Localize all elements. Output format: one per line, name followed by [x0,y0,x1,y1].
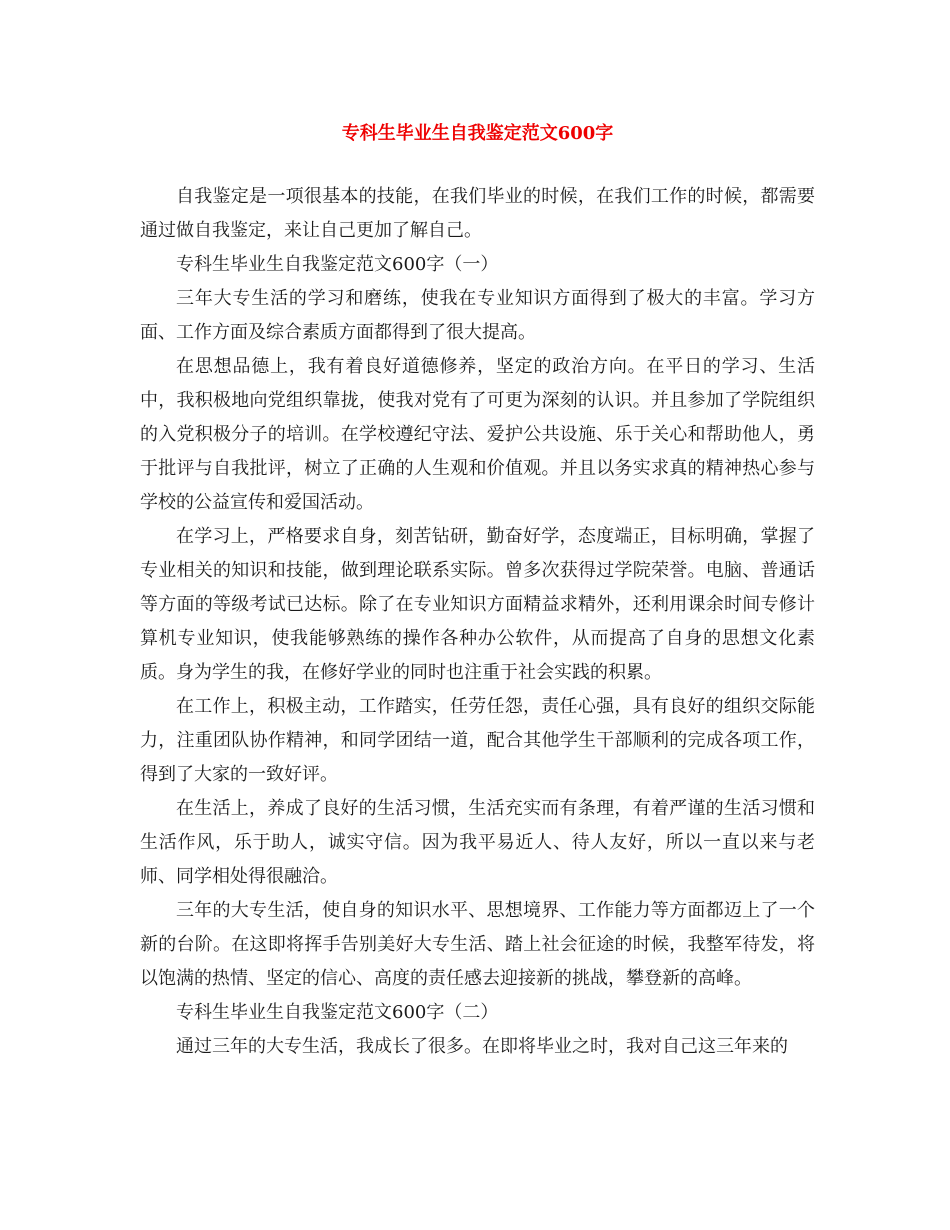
section-heading-2: 专科生毕业生自我鉴定范文600字（二） [176,1002,499,1023]
paragraph: 通过三年的大专生活，我成长了很多。在即将毕业之时，我对自己这三年来的 [176,1036,788,1057]
document-page [140,0,815,1230]
document-title: 专科生毕业生自我鉴定范文600字 [341,123,614,144]
paragraph: 三年大专生活的学习和磨练，使我在专业知识方面得到了极大的丰富。学习方面、工作方面及综合素质方面都得到了很大提高。 [140,288,815,343]
paragraph-intro: 自我鉴定是一项很基本的技能，在我们毕业的时候，在我们工作的时候，都需要通过做自我鉴定，来让自己更加了解自己。 [140,186,815,241]
document-body [140,180,815,1064]
paragraph: 在生活上，养成了良好的生活习惯，生活充实而有条理，有着严谨的生活习惯和生活作风，乐于助人，诚实守信。因为我平易近人、待人友好，所以一直以来与老师、同学相处得很融洽。 [140,798,815,887]
section-heading-1: 专科生毕业生自我鉴定范文600字（一） [176,254,499,275]
paragraph: 在学习上，严格要求自身，刻苦钻研，勤奋好学，态度端正，目标明确，掌握了专业相关的知识和技能，做到理论联系实际。曾多次获得过学院荣誉。电脑、普通话等方面的等级考试已达标。除了在专业知识方面精益求精外，还利用课余时间专修计算机专业知识，使我能够熟练的操作各种办公软件，从而提高了自身的思想文化素质。身为学生的我，在修好学业的同时也注重于社会实践的积累。 [140,526,815,683]
paragraph: 在工作上，积极主动，工作踏实，任劳任怨，责任心强，具有良好的组织交际能力，注重团队协作精神，和同学团结一道，配合其他学生干部顺利的完成各项工作，得到了大家的一致好评。 [140,696,815,785]
paragraph: 三年的大专生活，使自身的知识水平、思想境界、工作能力等方面都迈上了一个新的台阶。在这即将挥手告别美好大专生活、踏上社会征途的时候，我整军待发，将以饱满的热情、坚定的信心、高度的责任感去迎接新的挑战，攀登新的高峰。 [140,900,815,989]
paragraph: 在思想品德上，我有着良好道德修养，坚定的政治方向。在平日的学习、生活中，我积极地向党组织靠拢，使我对党有了可更为深刻的认识。并且参加了学院组织的入党积极分子的培训。在学校遵纪守法、爱护公共设施、乐于关心和帮助他人，勇于批评与自我批评，树立了正确的人生观和价值观。并且以务实求真的精神热心参与学校的公益宣传和爱国活动。 [140,356,815,513]
